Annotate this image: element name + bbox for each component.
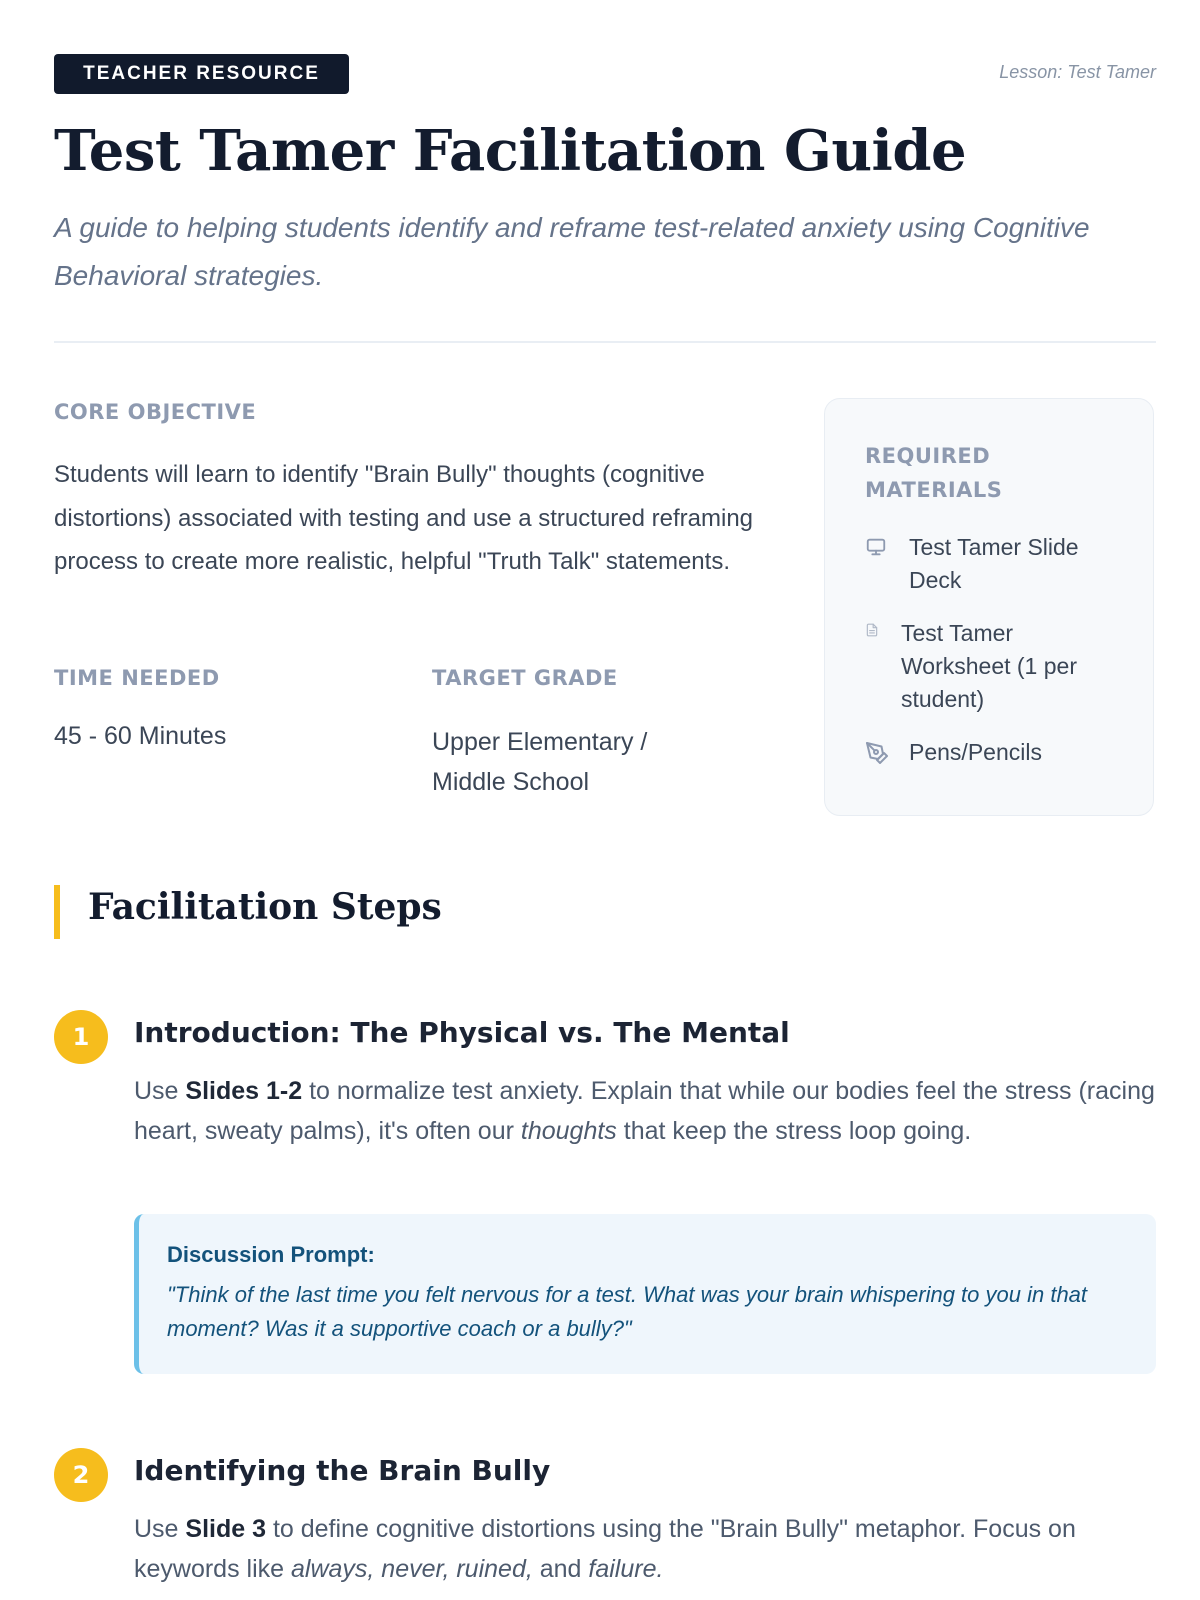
step-title: Introduction: The Physical vs. The Mental bbox=[134, 1016, 790, 1049]
pen-icon bbox=[865, 741, 891, 769]
lesson-label: Lesson: Test Tamer bbox=[999, 62, 1156, 82]
header-divider bbox=[54, 341, 1156, 343]
prompt-text: "Think of the last time you felt nervous for a test. What was your brain whispering to you in that moment? Was it a supportive coach or a bully?" bbox=[167, 1282, 1088, 1341]
resource-tag: TEACHER RESOURCE bbox=[54, 54, 349, 94]
materials-item bbox=[865, 736, 1113, 769]
page-subtitle: A guide to helping students identify and reframe test-related anxiety using Cognitive Behavioral strategies. bbox=[54, 212, 1090, 291]
presentation-icon bbox=[865, 536, 891, 562]
materials-item-label: Test Tamer Slide Deck bbox=[909, 534, 1079, 593]
page-title: Test Tamer Facilitation Guide bbox=[54, 118, 967, 184]
time-label: TIME NEEDED bbox=[54, 666, 220, 690]
materials-item bbox=[865, 531, 1113, 597]
time-value: 45 - 60 Minutes bbox=[54, 722, 227, 750]
step-body: Use Slides 1-2 to normalize test anxiety. Explain that while our bodies feel the stress (racing heart, sweaty palms), it's often our thoughts that keep the stress loop going. bbox=[134, 1077, 1155, 1145]
step-number-badge: 1 bbox=[54, 1010, 108, 1064]
step-title: Identifying the Brain Bully bbox=[134, 1454, 551, 1487]
document-icon bbox=[865, 622, 883, 642]
section-accent-bar bbox=[54, 885, 60, 939]
discussion-prompt bbox=[134, 1214, 1156, 1374]
materials-item-label: Pens/Pencils bbox=[909, 739, 1042, 765]
materials-title: REQUIRED MATERIALS bbox=[865, 444, 1003, 502]
materials-item-label: Test Tamer Worksheet (1 per student) bbox=[901, 620, 1077, 712]
grade-label: TARGET GRADE bbox=[432, 666, 618, 690]
objective-text: Students will learn to identify "Brain Bully" thoughts (cognitive distortions) associated with testing and use a structured reframing process to create more realistic, helpful "Truth Talk" statements. bbox=[54, 461, 754, 575]
step-body: Use Slide 3 to define cognitive distortions using the "Brain Bully" metaphor. Focus on keywords like always, never, ruined, and failure. bbox=[134, 1515, 1076, 1583]
materials-card bbox=[824, 398, 1154, 816]
materials-item bbox=[865, 617, 1113, 716]
section-title: Facilitation Steps bbox=[88, 886, 442, 928]
grade-value: Upper Elementary / Middle School bbox=[432, 728, 648, 796]
step-number-badge: 2 bbox=[54, 1448, 108, 1502]
objective-label: CORE OBJECTIVE bbox=[54, 400, 257, 424]
prompt-title: Discussion Prompt: bbox=[167, 1242, 375, 1267]
materials-list bbox=[865, 531, 1113, 769]
